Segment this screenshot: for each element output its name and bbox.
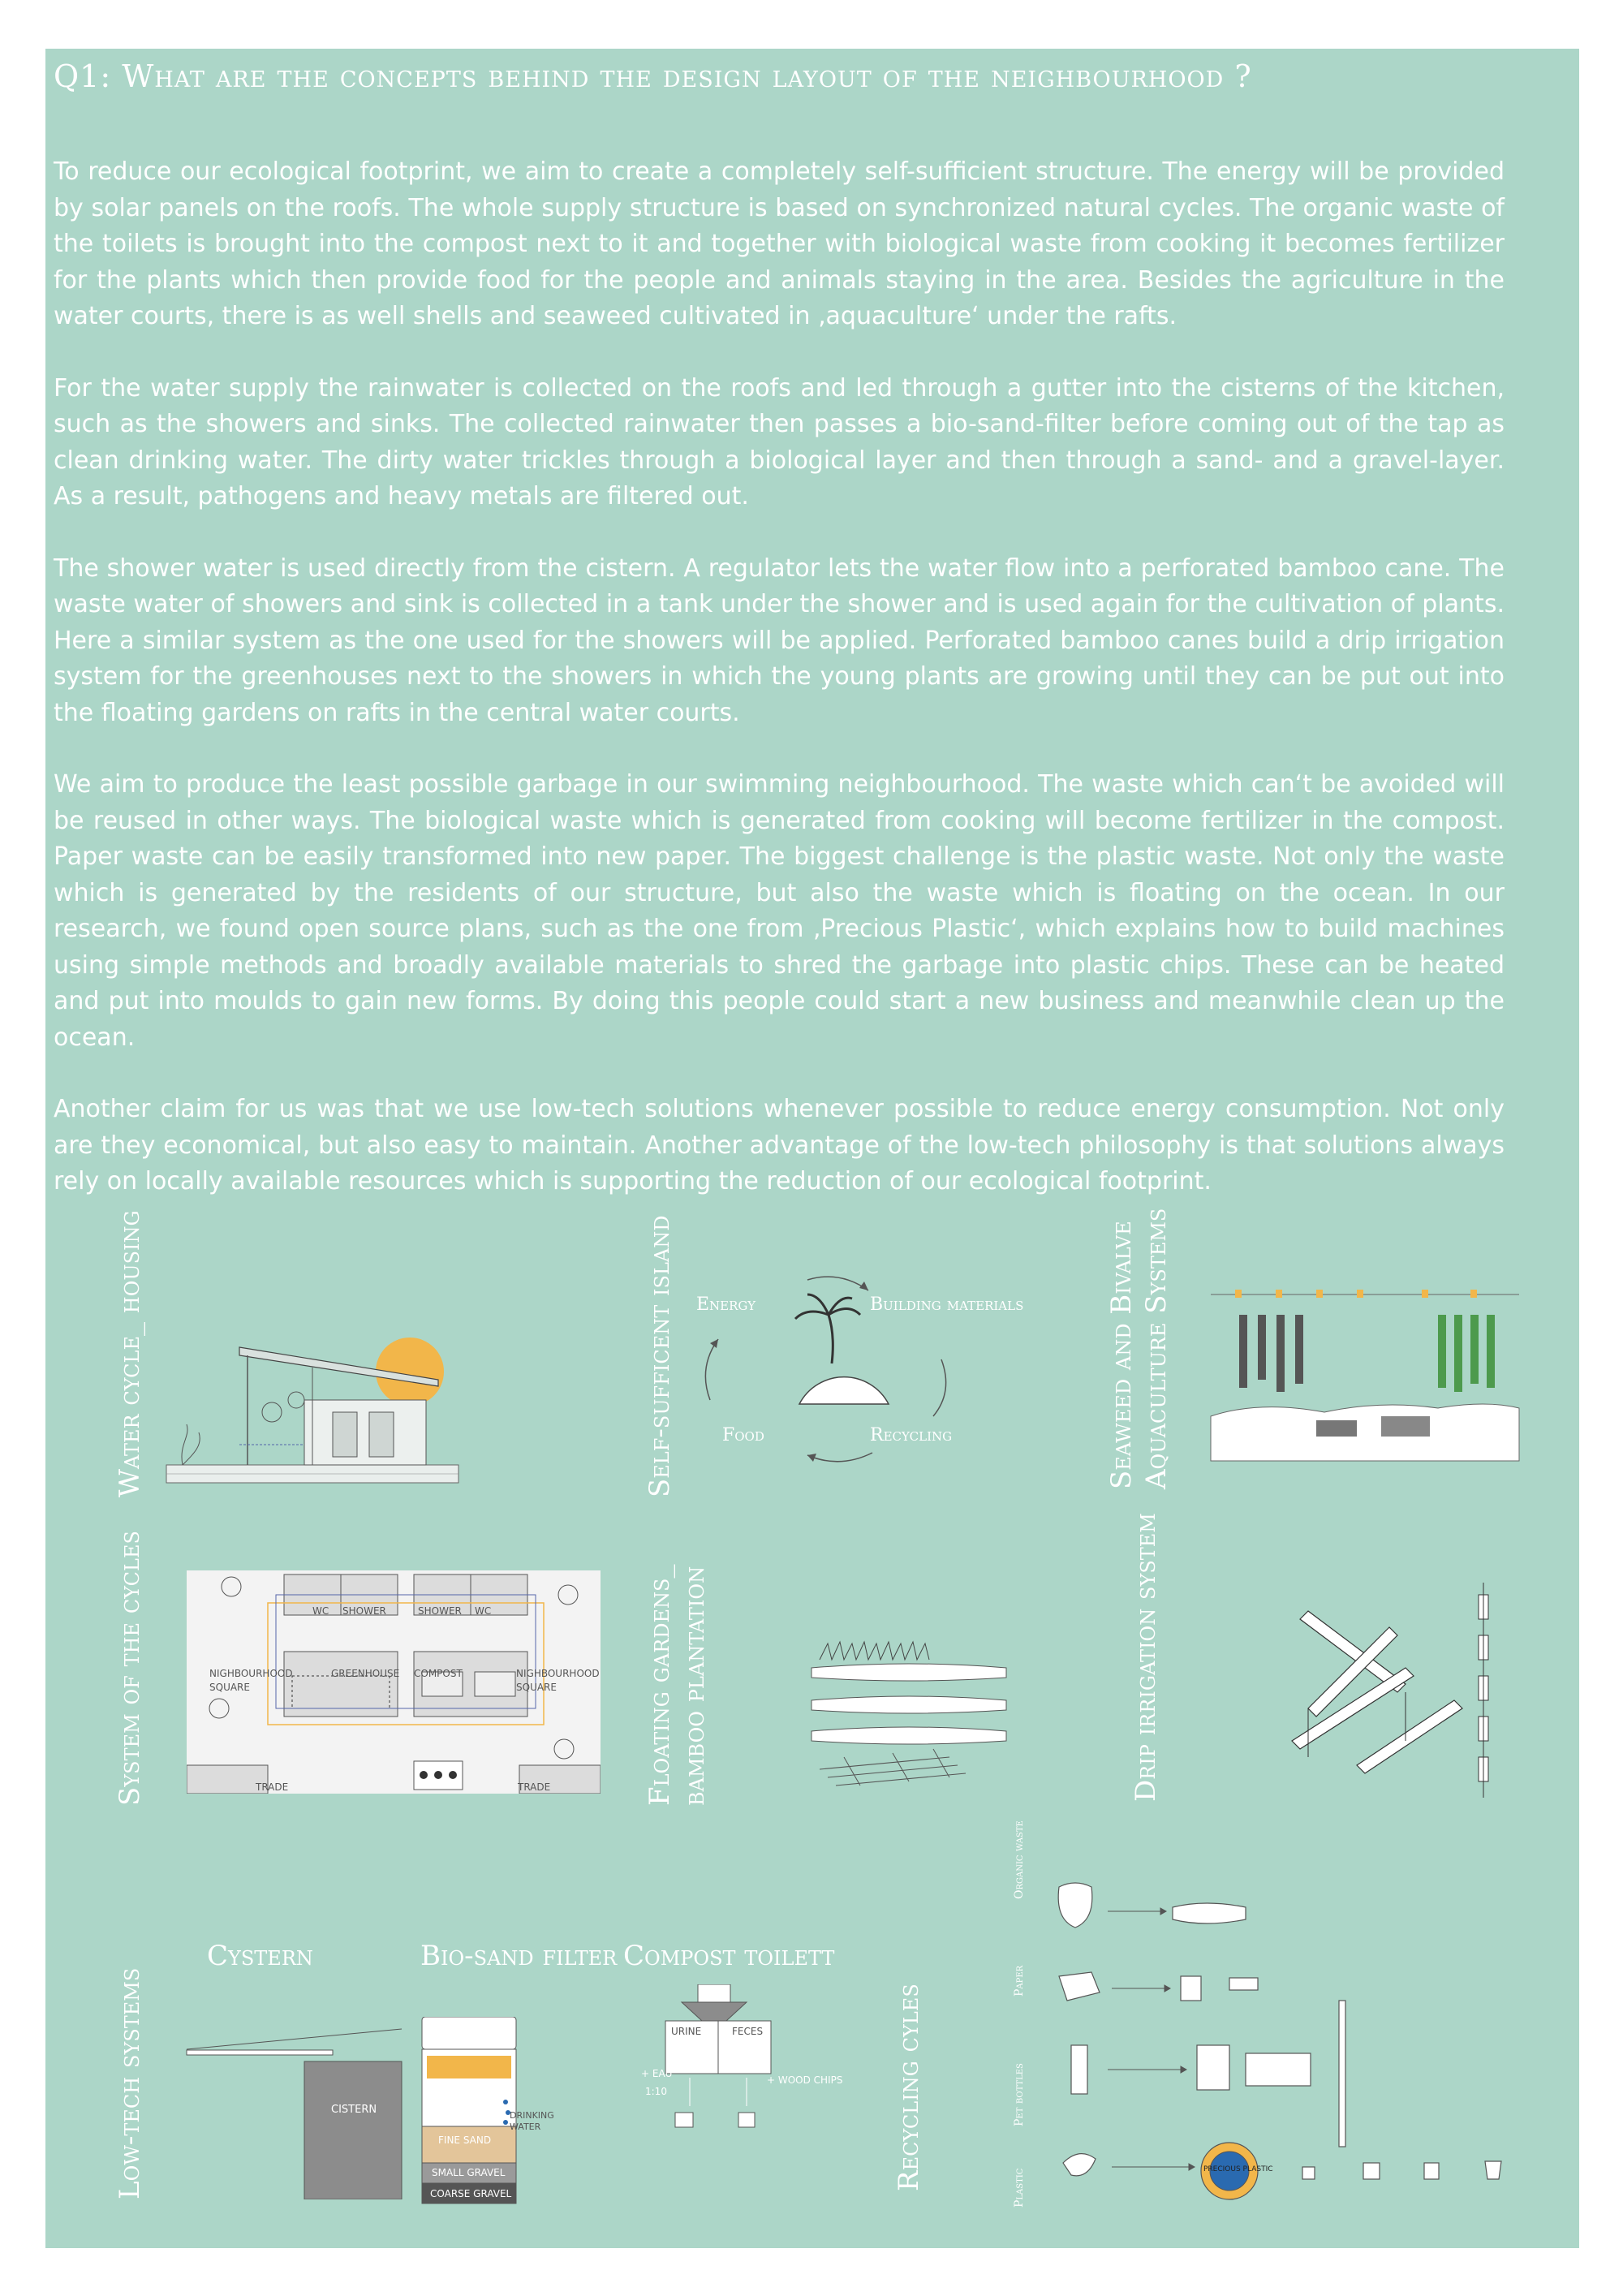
- aquaculture-sketch: [1195, 1278, 1535, 1469]
- plan-label-trade-left: TRADE: [256, 1781, 289, 1793]
- paper-sheet-icon: [1181, 1976, 1201, 2001]
- recycling-organic-label: Organic waste: [1013, 1820, 1026, 1899]
- plan-label-trade-right: TRADE: [518, 1781, 551, 1793]
- drip-irrigation-sketch: [1259, 1579, 1535, 1810]
- label-recycling: Recycling cyles: [893, 1984, 925, 2191]
- chips-icon: [1302, 2167, 1315, 2179]
- label-water-cycle: Water cycle_ housing: [114, 1210, 146, 1497]
- drinking-label-1: DRINKING: [510, 2110, 554, 2121]
- ratio-label: 1:10: [645, 2086, 667, 2097]
- plan-label-wc-1: WC: [312, 1605, 329, 1617]
- paragraph-low-tech: Another claim for us was that we use low-tech solutions whenever possible to reduce energy consumption. Not only are they economical, but also easy to maintain. Another advantage of the low-tech philosophy is that solutions always rely on locally available resources which is supporting the reduction of our ecological footprint.: [54, 1095, 1505, 1195]
- recycling-cycles-sketch: [1043, 1838, 1546, 2224]
- cistern-label: CISTERN: [331, 2104, 377, 2116]
- heading-biosand: Bio-sand filter: [420, 1940, 618, 1972]
- bamboo-bottle-icon: [1339, 2001, 1345, 2147]
- label-low-tech: Low-tech systems: [114, 1967, 146, 2199]
- organic-bag-icon: [1058, 1883, 1092, 1928]
- plan-label-compost: COMPOST: [414, 1668, 463, 1679]
- heading-compost-toilet: Compost toilett: [623, 1940, 835, 1972]
- palm-tree-icon: [829, 1315, 833, 1363]
- plan-label-square-left-1: NIGHBOURHOOD: [209, 1668, 293, 1679]
- label-floating-2: bamboo plantation: [678, 1566, 711, 1806]
- coarse-gravel-label: COARSE GRAVEL: [430, 2188, 512, 2199]
- recycling-pet-label: Pet bottles: [1013, 2063, 1026, 2126]
- compost-toilet-sketch: [649, 1984, 795, 2203]
- water-plus-label: + EAU: [641, 2068, 673, 2079]
- paragraph-shower: The shower water is used directly from the cistern. A regulator lets the water flow into a perforated bamboo cane. The waste water of showers and sink is collected in a tank under the shower and is used again for the cultivation of plants. Here a similar system as the one used for the showers will be applied. Perforated bamboo canes build a drip irrigation system for the greenhouses next to the showers in which the young plants are growing until they can be put out into the floating gardens on rafts in the central water courts.: [54, 554, 1505, 727]
- wood-chips-label: + WOOD CHIPS: [767, 2074, 843, 2086]
- housing-water-cycle-sketch: [158, 1323, 483, 1493]
- cycle-label-building: Building materials: [870, 1294, 1024, 1315]
- plan-label-shower-2: SHOWER: [418, 1605, 462, 1617]
- plan-label-shower-1: SHOWER: [342, 1605, 386, 1617]
- plan-label-square-right-2: SQUARE: [516, 1682, 557, 1693]
- factory-icon: [1363, 2163, 1380, 2179]
- pet-bottle-icon: [1071, 2045, 1087, 2094]
- biosand-filter-sketch: [420, 2017, 518, 2212]
- recycling-paper-label: Paper: [1013, 1965, 1026, 1997]
- bottle-rail-icon: [1246, 2053, 1311, 2086]
- plan-label-square-left-2: SQUARE: [209, 1682, 250, 1693]
- label-self-sufficient: Self-sufficent island: [644, 1215, 676, 1497]
- body-text: [54, 154, 1505, 1236]
- plan-label-wc-2: WC: [475, 1605, 492, 1617]
- bottle-brick-icon: [1197, 2045, 1229, 2090]
- fine-sand-label: FINE SAND: [438, 2134, 492, 2146]
- stool-icon: [1229, 1978, 1258, 1990]
- drinking-label-2: WATER: [510, 2122, 541, 2132]
- small-gravel-label: SMALL GRAVEL: [432, 2167, 506, 2178]
- cycle-label-food: Food: [722, 1425, 764, 1445]
- paragraph-garbage: We aim to produce the least possible garbage in our swimming neighbourhood. The waste which can‘t be avoided will be reused in other ways. The biological waste which is generated from cooking will become fertilizer in the compost. Paper waste can be easily transformed into new paper. The biggest challenge is the plastic waste. Not only the waste which is generated by the residents of our structure, but also the waste which is floating on the ocean. In our research, we found open source plans, such as the one from ‚Precious Plastic‘, which explains how to build machines using simple methods and broadly available materials to shred the garbage into plastic chips. These can be heated and put into moulds to gain new forms. By doing this people could start a new business and meanwhile clean up the ocean.: [54, 770, 1505, 1052]
- coins-icon: [1424, 2163, 1439, 2179]
- plastic-waste-icon: [1063, 2154, 1096, 2176]
- label-system-cycles: System of the cycles: [114, 1531, 146, 1806]
- paragraph-water: For the water supply the rainwater is collected on the roofs and led through a gutter into the cisterns of the kitchen, such as the showers and sinks. The collected rainwater then passes a bio-sand-filter before coming out of the tap as clean drinking water. The dirty water trickles through a biological layer and then through a sand- and a gravel-layer. As a result, pathogens and heavy metals are filtered out.: [54, 373, 1505, 510]
- page-title: Q1: What are the concepts behind the design layout of the neighbourhood ?: [54, 58, 1252, 94]
- plan-label-greenhouse: GREENHOUSE: [331, 1668, 400, 1679]
- plan-label-square-right-1: NIGHBOURHOOD: [516, 1668, 600, 1679]
- recycling-plastic-label: Plastic: [1013, 2168, 1026, 2208]
- cycle-label-energy: Energy: [696, 1294, 756, 1315]
- precious-plastic-label: PRECIOUS PLASTIC: [1203, 2165, 1273, 2173]
- urine-label: URINE: [671, 2026, 702, 2037]
- paragraph-energy: To reduce our ecological footprint, we aim to create a completely self-sufficient structure. The energy will be provided by solar panels on the roofs. The whole supply structure is based on synchronized natural cycles. The organic waste of the toilets is brought into the compost next to it and together with biological waste from cooking it becomes fertilizer for the plants which then provide food for the people and animals staying in the area. Besides the agriculture in the water courts, there is as well shells and seaweed cultivated in ‚aquaculture‘ under the rafts.: [54, 157, 1505, 330]
- feces-label: FECES: [732, 2026, 764, 2037]
- island-icon: [799, 1377, 889, 1404]
- cycle-label-recycling: Recycling: [870, 1425, 953, 1445]
- label-drip-irrigation: Drip irrigation system: [1130, 1513, 1162, 1802]
- clean-up-bin-icon: [1485, 2161, 1501, 2179]
- paper-stack-icon: [1059, 1972, 1100, 2001]
- label-aquaculture-2: Aquaculture Systems: [1140, 1208, 1173, 1489]
- label-floating-1: Floating gardens_: [644, 1564, 676, 1806]
- heading-cystern: Cystern: [207, 1940, 313, 1972]
- label-aquaculture-1: Seaweed and Bivalve: [1105, 1221, 1138, 1489]
- floating-gardens-sketch: [803, 1635, 1014, 1790]
- compost-pile-icon: [1173, 1903, 1246, 1923]
